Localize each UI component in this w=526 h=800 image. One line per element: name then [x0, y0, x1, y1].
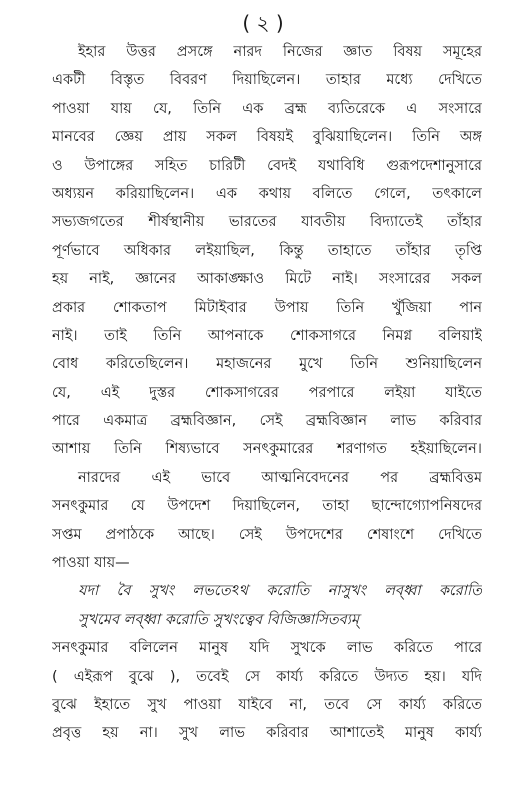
text-line: একটী বিস্তৃত বিবরণ দিয়াছিলেন। তাহার মধ্যে দেখিতে — [52, 72, 482, 89]
text-line: ( এইরূপ বুঝে ), তবেই সে কার্য্য করিতে উদ্যত হয়। যদি — [52, 668, 482, 685]
body-text — [52, 38, 482, 748]
text-line: নাই। তাই তিনি আপনাকে শোকসাগরে নিমগ্ন বলিয়াই — [52, 327, 482, 344]
text-line: প্রবৃত্ত হয় না। সুখ লাভ করিবার আশাতেই মানুষ কার্য্য — [52, 725, 482, 742]
text-line: বোধ করিতেছিলেন। মহাজনের মুখে তিনি শুনিয়াছিলেন — [52, 356, 482, 373]
text-line: যে, এই দুস্তর শোকসাগরের পরপারে লইয়া যাইতে — [52, 384, 482, 401]
text-line: ইহার উত্তর প্রসঙ্গে নারদ নিজের জ্ঞাত বিষয় সমূহের — [78, 44, 482, 60]
text-line: নারদের এই ভাবে আত্মনিবেদনের পর ব্রহ্মবিত্তম — [78, 469, 482, 486]
text-line: বুঝে ইহাতে সুখ পাওয়া যাইবে না, তবে সে কার্য্য করিতে — [52, 696, 482, 713]
text-line: সপ্তম প্রপাঠকে আছে। সেই উপদেশের শেষাংশে দেখিতে — [52, 526, 482, 543]
text-line: ও উপাঙ্গের সহিত চারিটী বেদই যথাবিধি গুরূপদেশানুসারে — [52, 157, 482, 174]
page-number: ( ২ ) — [242, 11, 284, 35]
text-line: অধ্যয়ন করিয়াছিলেন। এক কথায় বলিতে গেলে, তৎকালে — [52, 185, 482, 202]
verse-line: যদা বৈ সুখং লভতেঽথ করোতি নাসুখং লব্ধ্বা করোতি — [78, 583, 482, 600]
text-line: প্রকার শোকতাপ মিটাইবার উপায় তিনি খুঁজিয়া পান — [52, 299, 482, 316]
text-line: সনৎকুমার বলিলেন মানুষ যদি সুখকে লাভ করিতে পারে — [52, 640, 482, 657]
text-line: পারে একমাত্র ব্রহ্মবিজ্ঞান, সেই ব্রহ্মবিজ্ঞান লাভ করিবার — [52, 413, 482, 430]
text-line: সনৎকুমার যে উপদেশ দিয়াছিলেন, তাহা ছান্দোগ্যোপনিষদের — [52, 498, 482, 515]
text-line: পূর্ণভাবে অধিকার লইয়াছিল, কিন্তু তাহাতে তাঁহার তৃপ্তি — [52, 242, 482, 259]
verse-line: সুখমেব লব্ধ্বা করোতি সুখংত্বেব বিজিজ্ঞাসিতব্যম্ — [78, 611, 360, 628]
text-line: সভ্যজগতের শীর্ষস্থানীয় ভারতের যাবতীয় বিদ্যাতেই তাঁহার — [52, 214, 482, 231]
text-line: মানবের জ্ঞেয় প্রায় সকল বিষয়ই বুঝিয়াছিলেন। তিনি অঙ্গ — [52, 129, 482, 146]
text-line: পাওয়া যায় যে, তিনি এক ব্রহ্ম ব্যতিরেকে এ সংসারে — [52, 100, 482, 117]
text-line: হয় নাই, জ্ঞানের আকাঙ্ক্ষাও মিটে নাই। সংসারের সকল — [52, 271, 482, 288]
text-line: আশায় তিনি শিষ্যভাবে সনৎকুমারের শরণাগত হইয়াছিলেন। — [52, 441, 482, 458]
text-line: পাওয়া যায়— — [52, 555, 130, 572]
